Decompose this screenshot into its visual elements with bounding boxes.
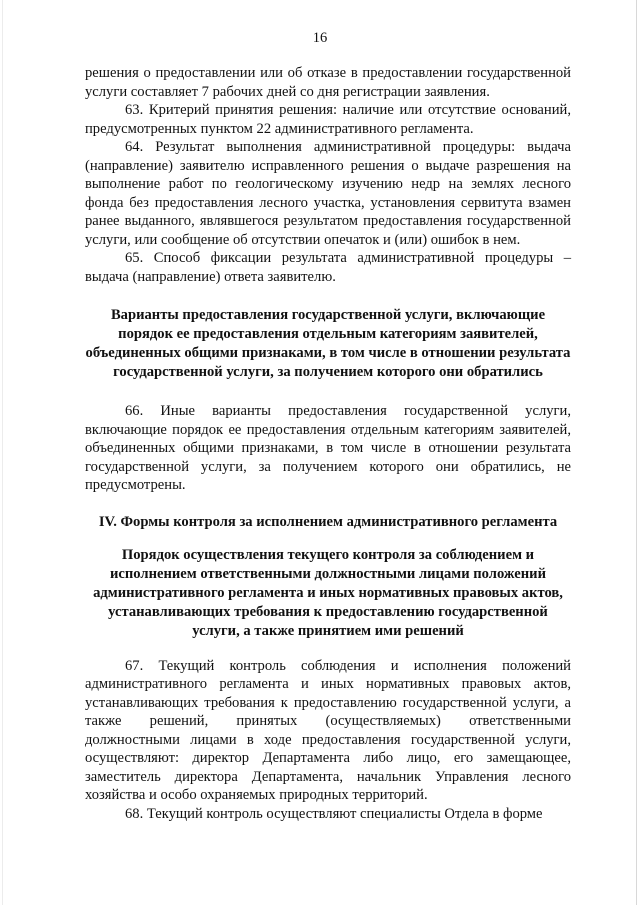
paragraph-68: 68. Текущий контроль осуществляют специалисты Отдела в форме [125,805,543,822]
page-edge-right [636,0,637,905]
heading-service-variants: Варианты предоставления государственной услуги, включающие порядок ее предоставления отдельным категориям заявителей, объединенных общими признаками, в том числе в отношении результата государственной услуги, за получением которого они обратились [85,307,571,380]
document-body [85,64,571,823]
paragraph-67: 67. Текущий контроль соблюдения и исполнения положений административного регламента и иных нормативных правовых актов, устанавливающих требования к предоставлению государственной услуги, а также решений, принятых (осуществляемых) ответственными должностными лицами в ходе предоставления государственной услуги, осуществляют: директор Департамента либо лицо, его замещающее, заместитель директора Департамента, начальник Управления лесного хозяйства и особо охраняемых природных территорий. [85,657,571,803]
heading-current-control-order: Порядок осуществления текущего контроля за соблюдением и исполнением ответственными должностными лицами положений административного регламента и иных нормативных правовых актов, устанавливающих требования к предоставлению государственной услуги, а также принятием ими решений [93,546,563,639]
paragraph-64: 64. Результат выполнения административной процедуры: выдача (направление) заявителю исправленного решения о выдаче разрешения на выполнение работ по геологическому изучению недр на землях лесного фонда без предоставления лесного участка, установления сервитута взамен ранее выданного, являвшегося результатом предоставления государственной услуги, или сообщение об отсутствии опечаток и (или) ошибок в нем. [85,139,571,248]
paragraph-continuation: решения о предоставлении или об отказе в предоставлении государственной услуги составляет 7 рабочих дней со дня регистрации заявления. [85,65,571,100]
paragraph-66: 66. Иные варианты предоставления государственной услуги, включающие порядок ее предоставления отдельным категориям заявителей, объединенных общими признаками, в том числе в отношении результата государственной услуги, за получением которого они обратились, не предусмотрены. [85,403,571,493]
paragraph-63: 63. Критерий принятия решения: наличие или отсутствие оснований, предусмотренных пунктом 22 административного регламента. [85,102,571,137]
page-edge-left [2,0,3,905]
paragraph-65: 65. Способ фиксации результата административной процедуры – выдача (направление) ответа заявителю. [85,250,571,285]
section-heading-iv: IV. Формы контроля за исполнением административного регламента [98,513,558,530]
page-number: 16 [312,30,328,46]
